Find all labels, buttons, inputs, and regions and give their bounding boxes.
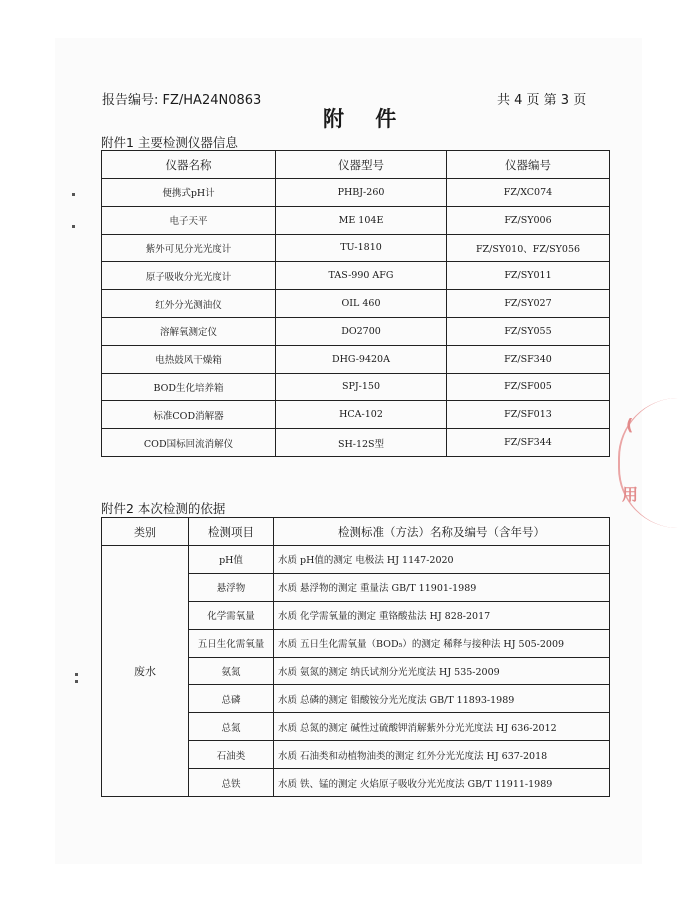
test-standard: 水质 五日生化需氧量（BOD₅）的测定 稀释与接种法 HJ 505-2009 (274, 629, 610, 657)
test-item: 总氮 (189, 713, 274, 741)
test-item: 化学需氧量 (189, 601, 274, 629)
instrument-id: FZ/SF340 (447, 345, 610, 373)
instrument-model: TAS-990 AFG (276, 262, 447, 290)
instrument-name: 原子吸收分光光度计 (102, 262, 276, 290)
column-header: 检测标准（方法）名称及编号（含年号） (274, 518, 610, 546)
test-item: 总铁 (189, 769, 274, 797)
seal-stamp-char: ( (626, 415, 634, 434)
scan-speck (72, 225, 75, 228)
test-standard: 水质 悬浮物的测定 重量法 GB/T 11901-1989 (274, 573, 610, 601)
instrument-table (101, 150, 610, 457)
instrument-id: FZ/SY055 (447, 317, 610, 345)
table-row (102, 234, 610, 262)
column-header: 仪器编号 (447, 151, 610, 179)
instrument-id: FZ/SF344 (447, 429, 610, 457)
column-header: 仪器名称 (102, 151, 276, 179)
annex1-title: 附件1 主要检测仪器信息 (101, 135, 238, 150)
test-item: 总磷 (189, 685, 274, 713)
table-row (102, 429, 610, 457)
test-standard: 水质 氨氮的测定 纳氏试剂分光光度法 HJ 535-2009 (274, 657, 610, 685)
test-standard: 水质 化学需氧量的测定 重铬酸盐法 HJ 828-2017 (274, 601, 610, 629)
table-row (102, 401, 610, 429)
instrument-model: SPJ-150 (276, 373, 447, 401)
instrument-table-header (102, 151, 610, 179)
table-row (102, 317, 610, 345)
table-row (102, 373, 610, 401)
test-item: pH值 (189, 546, 274, 574)
instrument-model: ME 104E (276, 206, 447, 234)
instrument-id: FZ/SF013 (447, 401, 610, 429)
annex2-title: 附件2 本次检测的依据 (101, 501, 226, 516)
table-row (102, 546, 610, 574)
test-standard: 水质 铁、锰的测定 火焰原子吸收分光光度法 GB/T 11911-1989 (274, 769, 610, 797)
table-row (102, 290, 610, 318)
instrument-model: OIL 460 (276, 290, 447, 318)
test-item: 悬浮物 (189, 573, 274, 601)
seal-stamp-char: 用 (622, 485, 639, 504)
test-standard: 水质 总氮的测定 碱性过硫酸钾消解紫外分光光度法 HJ 636-2012 (274, 713, 610, 741)
instrument-name: 红外分光测油仪 (102, 290, 276, 318)
instrument-id: FZ/SY010、FZ/SY056 (447, 234, 610, 262)
test-standard: 水质 石油类和动植物油类的测定 红外分光光度法 HJ 637-2018 (274, 741, 610, 769)
category-cell: 废水 (102, 546, 189, 797)
column-header: 检测项目 (189, 518, 274, 546)
report-number: 报告编号: FZ/HA24N0863 (102, 93, 262, 108)
table-row (102, 262, 610, 290)
test-standard: 水质 pH值的测定 电极法 HJ 1147-2020 (274, 546, 610, 574)
instrument-name: 溶解氧测定仪 (102, 317, 276, 345)
method-table-header (102, 518, 610, 546)
instrument-model: DO2700 (276, 317, 447, 345)
test-item: 石油类 (189, 741, 274, 769)
test-standard: 水质 总磷的测定 钼酸铵分光光度法 GB/T 11893-1989 (274, 685, 610, 713)
instrument-id: FZ/SF005 (447, 373, 610, 401)
page-info: 共 4 页 第 3 页 (497, 93, 587, 108)
scan-speck (72, 193, 75, 196)
table-row (102, 345, 610, 373)
table-row (102, 179, 610, 207)
document-title: 附 件 (323, 107, 409, 131)
instrument-id: FZ/SY006 (447, 206, 610, 234)
instrument-name: 电热鼓风干燥箱 (102, 345, 276, 373)
table-row (102, 206, 610, 234)
test-item: 氨氮 (189, 657, 274, 685)
column-header: 类别 (102, 518, 189, 546)
instrument-id: FZ/SY011 (447, 262, 610, 290)
scan-speck (75, 673, 78, 676)
instrument-name: 紫外可见分光光度计 (102, 234, 276, 262)
instrument-model: TU-1810 (276, 234, 447, 262)
instrument-name: 电子天平 (102, 206, 276, 234)
method-table (101, 517, 610, 797)
instrument-model: DHG-9420A (276, 345, 447, 373)
scan-speck (75, 680, 78, 683)
test-item: 五日生化需氧量 (189, 629, 274, 657)
instrument-model: PHBJ-260 (276, 179, 447, 207)
instrument-model: SH-12S型 (276, 429, 447, 457)
instrument-name: 便携式pH计 (102, 179, 276, 207)
instrument-name: COD国标回流消解仪 (102, 429, 276, 457)
instrument-model: HCA-102 (276, 401, 447, 429)
column-header: 仪器型号 (276, 151, 447, 179)
instrument-id: FZ/XC074 (447, 179, 610, 207)
instrument-name: 标准COD消解器 (102, 401, 276, 429)
instrument-id: FZ/SY027 (447, 290, 610, 318)
instrument-name: BOD生化培养箱 (102, 373, 276, 401)
